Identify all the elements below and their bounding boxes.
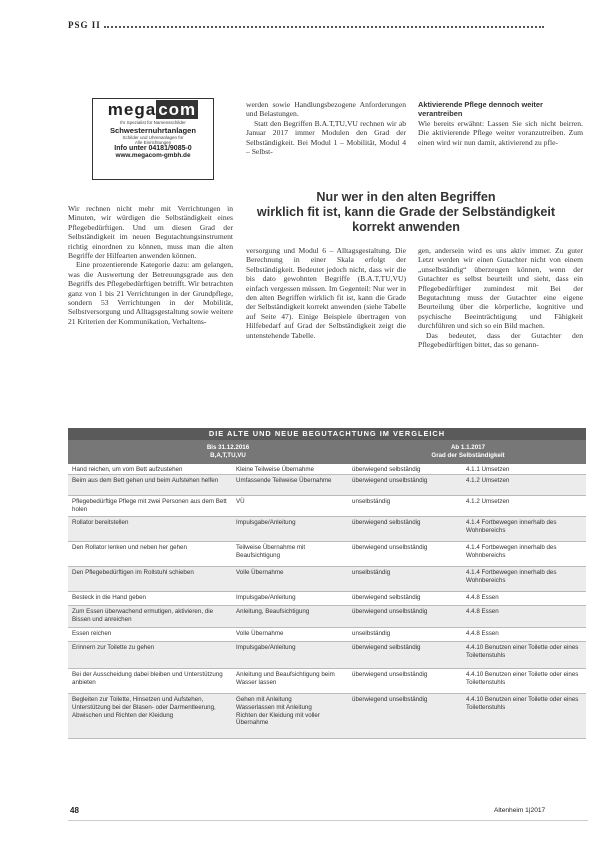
paragraph: Wie bereits erwähnt: Lassen Sie sich nicht beirren. Die aktivierende Pflege weiter voranzutreiben. Zum einen wird wir nun damit, aktivierend zu pfle- xyxy=(418,118,583,147)
new-grade-cell: unselbständig xyxy=(352,630,391,637)
module-cell: 4.1.4 Fortbewegen innerhalb des Wohnbereichs xyxy=(466,519,557,534)
activity-cell: Besteck in die Hand geben xyxy=(72,594,146,601)
ad-subline-2: Alle Einrichtungen xyxy=(134,140,172,145)
table-row xyxy=(68,592,586,606)
page-number: 48 xyxy=(70,806,79,815)
module-cell: 4.4.10 Benutzen einer Toilette oder eines Toilettenstuhls xyxy=(466,671,579,686)
table-row xyxy=(68,694,586,739)
module-cell: 4.1.2 Umsetzen xyxy=(466,477,510,484)
old-grade-cell: Anleitung, Beaufsichtigung xyxy=(236,608,310,615)
module-cell: 4.4.8 Essen xyxy=(466,630,499,637)
subheading: Aktivierende Pflege dennoch weiter verantreiben xyxy=(418,100,543,119)
activity-cell: Pflegebedürftige Pflege mit zwei Personen aus dem Bett holen xyxy=(72,498,227,513)
article-column-center-top xyxy=(246,100,406,156)
megacom-logo: mega com xyxy=(107,100,197,119)
comparison-table xyxy=(68,428,586,739)
module-cell: 4.1.4 Fortbewegen innerhalb des Wohnbereichs xyxy=(466,544,557,559)
article-column-center xyxy=(246,246,406,340)
paragraph: Wir rechnen nicht mehr mit Verrichtungen in Minuten, wir würdigen die Selbständigkeit eines Pflegebedürftigen. Und um diesen Grad der Selbständigkeit im neuen Begutachtungsinstrument richtig einordnen zu können, muss man die alten Begriffe der Hilfearten anwenden können. xyxy=(68,204,233,261)
ad-subline-1: Schilder und Uhrenanlagen für xyxy=(122,135,184,140)
table-body xyxy=(68,464,586,739)
activity-cell: Den Pflegebedürftigen im Rollstuhl schieben xyxy=(72,569,194,576)
new-grade-cell: überwiegend selbständig xyxy=(352,519,421,526)
header-new-system: Ab 1.1.2017 Grad der Selbständigkeit xyxy=(431,444,505,459)
header-old-system: Bis 31.12.2016 B,A,T,TU,VU xyxy=(206,444,250,459)
activity-cell: Rollator bereitstellen xyxy=(72,519,129,526)
activity-cell: Essen reichen xyxy=(72,630,112,637)
table-row xyxy=(68,628,586,642)
table-row xyxy=(68,606,586,628)
paragraph: gen, andersein wird es uns aktiv immer. Zu guter Letzt werden wir einen Gutachter nicht von einem „unselbständig“ überzeugen können, wenn der Gutachter es selbst beurteilt und sieht, dass ein Pflegebedürftiger zumindest mit Bei der Begutachtung muss der Gutachter eine eigene Beurteilung über die körperliche, kognitive und psychische Beeinträchtigung und Fähigkeit durchführen und sich so ein Bild machen. xyxy=(418,246,583,331)
old-grade-cell: Volle Übernahme xyxy=(236,569,284,576)
module-cell: 4.1.1 Umsetzen xyxy=(466,466,510,473)
ad-headline: Schwesternuhrtanlagen xyxy=(109,126,197,135)
new-grade-cell: unselbständig xyxy=(352,498,391,505)
activity-cell: Erinnern zur Toilette zu gehen xyxy=(72,644,155,651)
footer-rule xyxy=(68,820,588,821)
module-cell: 4.4.8 Essen xyxy=(466,594,499,601)
header-dotted-rule xyxy=(104,26,544,28)
paragraph: Eine prozentierende Kategorie dazu: am gelangen, was die Auswertung der Betreuungsgrade aus den Begriffs des Pflegebedürftigen betrifft. Wir betrachten ganz von 1 bis 21 Verrichtungen in der Grundpflege, sondern 53 Verrichtungen in der Mobilität, Selbstversorgung und Alltagsgestaltung sowie weitere 21 Kriterien der Kommunikation, Verhaltens- xyxy=(68,260,233,326)
old-grade-cell: Gehen mit Anleitung Wasserlassen mit Anleitung Richten der Kleidung mit voller Übernahme xyxy=(236,696,320,727)
module-cell: 4.4.10 Benutzen einer Toilette oder eines Toilettenstuhls xyxy=(466,696,579,711)
running-head: PSG II xyxy=(68,20,101,30)
table-row xyxy=(68,475,586,496)
new-grade-cell: überwiegend selbständig xyxy=(352,594,421,601)
pull-quote-headline: Nur wer in den alten Begriffen wirklich fit ist, kann die Grade der Selbständigkeit korrekt anwenden xyxy=(256,190,556,234)
old-grade-cell: VÜ xyxy=(236,498,245,505)
old-grade-cell: Teilweise Übernahme mit Beaufsichtigung xyxy=(236,544,306,559)
activity-cell: Beim aus dem Bett gehen und beim Aufstehen helfen xyxy=(72,477,219,484)
table-title: DIE ALTE UND NEUE BEGUTACHTUNG IM VERGLEICH xyxy=(68,428,586,440)
new-grade-cell: überwiegend unselbständig xyxy=(352,671,428,678)
table-row xyxy=(68,464,586,475)
module-cell: 4.4.8 Essen xyxy=(466,608,499,615)
old-grade-cell: Impulsgabe/Anleitung xyxy=(236,594,296,601)
new-grade-cell: überwiegend unselbständig xyxy=(352,608,428,615)
old-grade-cell: Anleitung und Beaufsichtigung beim Wasser lassen xyxy=(236,671,335,686)
new-grade-cell: überwiegend unselbständig xyxy=(352,696,428,703)
new-grade-cell: überwiegend selbständig xyxy=(352,644,421,651)
activity-cell: Den Rollator lenken und neben her gehen xyxy=(72,544,187,551)
table-row xyxy=(68,669,586,694)
paragraph: versorgung und Modul 6 – Alltagsgestaltung. Die Berechnung in einer Skala erfolgt der Selbständigkeit. Bedeutet jedoch nicht, dass wir die bis dato gewohnten Begriffe (B.A.T,TU,VU) einfach vergessen müssen. Im Gegenteil: Nur wer in den alten Begriffen wirklich fit ist, kann die Grade der Selbständigkeit korrekt anwenden (siehe Tabelle auf Seite 47). Einige Beispiele übertragen von Hilfebedarf auf Grad der Selbständigkeit zeigt die untenstehende Tabelle. xyxy=(246,246,406,340)
module-cell: 4.4.10 Benutzen einer Toilette oder eines Toilettenstuhls xyxy=(466,644,579,659)
article-column-left xyxy=(68,204,233,326)
table-header xyxy=(68,440,586,464)
paragraph: Statt den Begriffen B.A.T,TU,VU rechnen wir ab Januar 2017 immer Modulen den Grad der Selbständigkeit. Bei Modul 1 – Mobilität, Modul 4 – Selbst- xyxy=(246,118,406,157)
ad-url: www.megacom-gmbh.de xyxy=(115,152,191,159)
activity-cell: Hand reichen, um vom Bett aufzustehen xyxy=(72,466,183,473)
activity-cell: Bei der Ausscheidung dabei bleiben und Unterstützung anbieten xyxy=(72,671,223,686)
old-grade-cell: Volle Übernahme xyxy=(236,630,284,637)
module-cell: 4.1.4 Fortbewegen innerhalb des Wohnbereichs xyxy=(466,569,557,584)
module-cell: 4.1.2 Umsetzen xyxy=(466,498,510,505)
activity-cell: Zum Essen überwachend ermutigen, aktivieren, die Bissen und anreichen xyxy=(72,608,214,623)
article-column-right xyxy=(418,246,583,349)
ad-phone: Info unter 04181/9085-0 xyxy=(114,145,192,152)
table-row xyxy=(68,567,586,592)
ad-tagline: Ihr Spezialist für Namensschilder xyxy=(120,120,186,125)
old-grade-cell: Impulsgabe/Anleitung xyxy=(236,519,296,526)
old-grade-cell: Impulsgabe/Anleitung xyxy=(236,644,296,651)
new-grade-cell: überwiegend selbständig xyxy=(352,466,421,473)
table-row xyxy=(68,496,586,517)
article-column-right-top xyxy=(418,100,583,147)
old-grade-cell: Kleine Teilweise Übernahme xyxy=(236,466,314,473)
new-grade-cell: unselbständig xyxy=(352,569,391,576)
activity-cell: Begleiten zur Toilette, Hinsetzen und Aufstehen, Unterstützung bei der Blasen- oder Darmentleerung, Abwischen und Richten der Kleidung xyxy=(72,696,216,719)
table-row xyxy=(68,642,586,669)
megacom-advertisement[interactable] xyxy=(92,98,214,180)
new-grade-cell: überwiegend unselbständig xyxy=(352,544,428,551)
old-grade-cell: Umfassende Teilweise Übernahme xyxy=(236,477,332,484)
magazine-issue: Altenheim 1|2017 xyxy=(494,807,546,814)
paragraph: werden sowie Handlungsbezogene Anforderungen und Belastungen. xyxy=(246,100,406,119)
table-row xyxy=(68,517,586,542)
new-grade-cell: überwiegend unselbständig xyxy=(352,477,428,484)
paragraph: Das bedeutet, dass der Gutachter den Pflegebedürftigen bittet, das so genann- xyxy=(418,330,583,350)
table-row xyxy=(68,542,586,567)
